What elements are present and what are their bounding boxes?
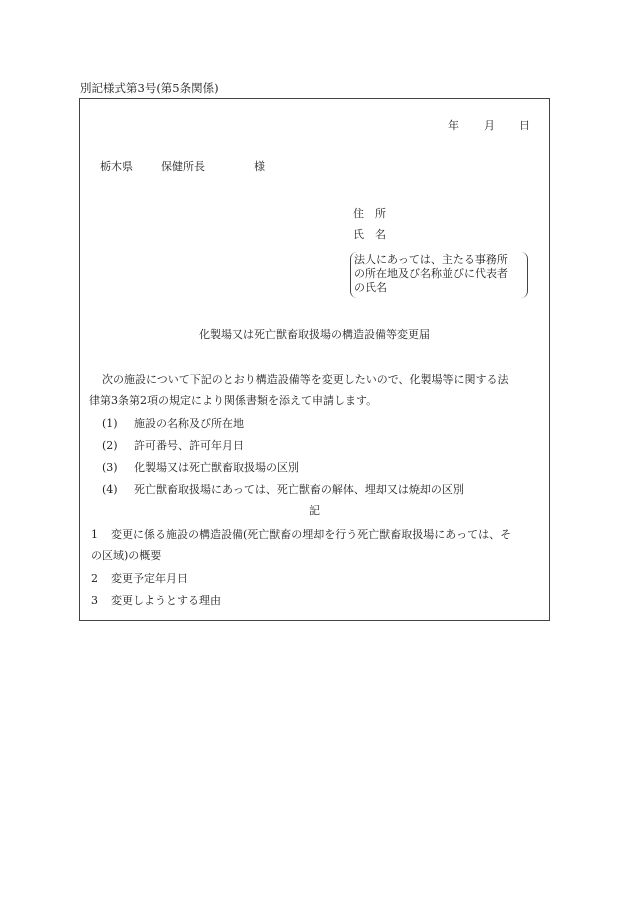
item-number: (4) [102,483,118,496]
item-number: (1) [102,417,118,430]
note-text: 変更しようとする理由 [111,594,221,607]
date-day-label: 日 [519,119,530,132]
note-number: 1 [91,528,98,541]
item-text: 施設の名称及び所在地 [134,417,244,430]
applicant-address-label: 住 所 [353,207,386,220]
note-text: 変更予定年月日 [111,572,188,585]
form-label: 別記様式第3号(第5条関係) [80,81,219,95]
item-number: (3) [102,461,118,474]
addressee-prefecture: 栃木県 [100,160,133,173]
note-number: 3 [91,594,98,607]
addressee-office: 保健所長 [161,160,205,173]
item-number: (2) [102,439,118,452]
form-box [79,98,550,621]
item-text: 許可番号、許可年月日 [134,439,244,452]
item-text: 死亡獣畜取扱場にあっては、死亡獣畜の解体、埋却又は焼却の区別 [134,483,464,496]
ki-heading: 記 [309,504,320,517]
document-title: 化製場又は死亡獣畜取扱場の構造設備等変更届 [199,328,430,341]
note-number: 2 [91,572,98,585]
item-text: 化製場又は死亡獣畜取扱場の区別 [134,461,299,474]
applicant-name-label: 氏 名 [353,228,386,241]
corporate-note-line: の氏名 [354,281,387,294]
body-text-line: 次の施設について下記のとおり構造設備等を変更したいので、化製場等に関する法 [102,373,509,386]
corporate-note-line: の所在地及び名称並びに代表者 [354,267,508,280]
corporate-note-line: 法人にあっては、主たる事務所 [354,253,508,266]
note-text-continuation: の区域)の概要 [91,549,162,562]
body-text-line: 律第3条第2項の規定により関係書類を添えて申請します。 [89,394,378,407]
date-month-label: 月 [484,119,495,132]
date-year-label: 年 [448,119,459,132]
note-text: 変更に係る施設の構造設備(死亡獣畜の埋却を行う死亡獣畜取扱場にあっては、そ [111,528,512,541]
addressee-honorific: 様 [254,160,265,173]
